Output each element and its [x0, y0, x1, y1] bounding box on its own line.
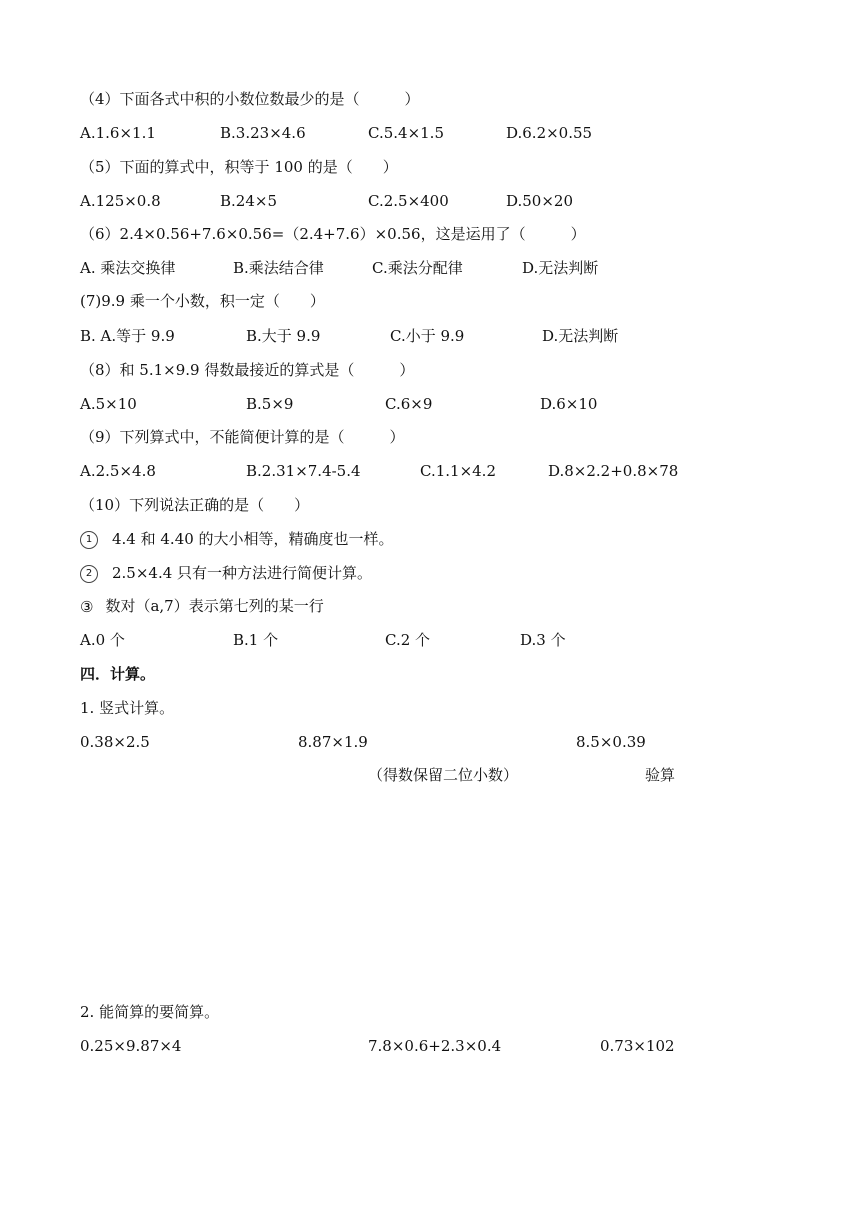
q10-option-a: A.0 个: [80, 631, 125, 649]
q7-stem: (7)9.9 乘一个小数，积一定（ ）: [80, 292, 325, 310]
q10-statement-1-text: 4.4 和 4.40 的大小相等，精确度也一样。: [112, 530, 394, 548]
q4-option-a: A.1.6×1.1: [80, 124, 156, 142]
q8-option-b: B.5×9: [246, 395, 294, 413]
q6-option-b: B.乘法结合律: [233, 259, 324, 277]
check-label: 验算: [645, 766, 676, 784]
q7-option-c: C.小于 9.9: [390, 327, 465, 345]
q4-option-b: B.3.23×4.6: [220, 124, 306, 142]
q10-option-b: B.1 个: [233, 631, 279, 649]
q9-option-b: B.2.31×7.4-5.4: [246, 462, 361, 480]
q6-stem: （6）2.4×0.56+7.6×0.56=（2.4+7.6）×0.56，这是运用了（ ）: [80, 225, 586, 243]
q10-stem: （10）下列说法正确的是（ ）: [80, 496, 310, 514]
sub1-item-3: 8.5×0.39: [576, 733, 646, 751]
q10-statement-2: [80, 563, 372, 583]
q7-option-a: B. A.等于 9.9: [80, 327, 175, 345]
section-heading: 四．计算。: [80, 665, 156, 683]
q8-stem: （8）和 5.1×9.9 得数最接近的算式是（ ）: [80, 361, 415, 379]
q6-option-d: D.无法判断: [522, 259, 599, 277]
q7-option-d: D.无法判断: [542, 327, 619, 345]
q9-stem: （9）下列算式中，不能简便计算的是（ ）: [80, 428, 405, 446]
circled-number-1: 1: [80, 531, 98, 549]
q10-statement-3-text: 数对（a,7）表示第七列的某一行: [105, 597, 324, 615]
sub1-item-2: 8.87×1.9: [298, 733, 368, 751]
q5-stem: （5）下面的算式中，积等于 100 的是（ ）: [80, 158, 398, 176]
q6-option-c: C.乘法分配律: [372, 259, 463, 277]
q10-statement-1: [80, 529, 394, 549]
q9-option-d: D.8×2.2+0.8×78: [548, 462, 679, 480]
q5-option-c: C.2.5×400: [368, 192, 449, 210]
q8-option-c: C.6×9: [385, 395, 433, 413]
q9-option-a: A.2.5×4.8: [80, 462, 156, 480]
q10-statement-3: [80, 596, 324, 616]
q10-option-d: D.3 个: [520, 631, 566, 649]
q5-option-b: B.24×5: [220, 192, 277, 210]
circled-number-3: ③: [80, 598, 94, 616]
q5-option-d: D.50×20: [506, 192, 574, 210]
q6-option-a: A. 乘法交换律: [80, 259, 176, 277]
q8-option-d: D.6×10: [540, 395, 598, 413]
q4-option-c: C.5.4×1.5: [368, 124, 444, 142]
rounding-note: （得数保留二位小数）: [368, 766, 519, 784]
sub1-item-1: 0.38×2.5: [80, 733, 150, 751]
circled-number-2: 2: [80, 565, 98, 583]
q8-option-a: A.5×10: [80, 395, 137, 413]
q10-statement-2-text: 2.5×4.4 只有一种方法进行简便计算。: [112, 564, 373, 582]
sub2-item-3: 0.73×102: [600, 1037, 675, 1055]
sub2-title: 2. 能简算的要简算。: [80, 1003, 220, 1021]
sub1-title: 1. 竖式计算。: [80, 699, 175, 717]
sub2-item-1: 0.25×9.87×4: [80, 1037, 182, 1055]
q10-option-c: C.2 个: [385, 631, 431, 649]
q7-option-b: B.大于 9.9: [246, 327, 321, 345]
sub2-item-2: 7.8×0.6+2.3×0.4: [368, 1037, 502, 1055]
q4-option-d: D.6.2×0.55: [506, 124, 593, 142]
q9-option-c: C.1.1×4.2: [420, 462, 496, 480]
q4-stem: （4）下面各式中积的小数位数最少的是（ ）: [80, 90, 420, 108]
q5-option-a: A.125×0.8: [80, 192, 161, 210]
